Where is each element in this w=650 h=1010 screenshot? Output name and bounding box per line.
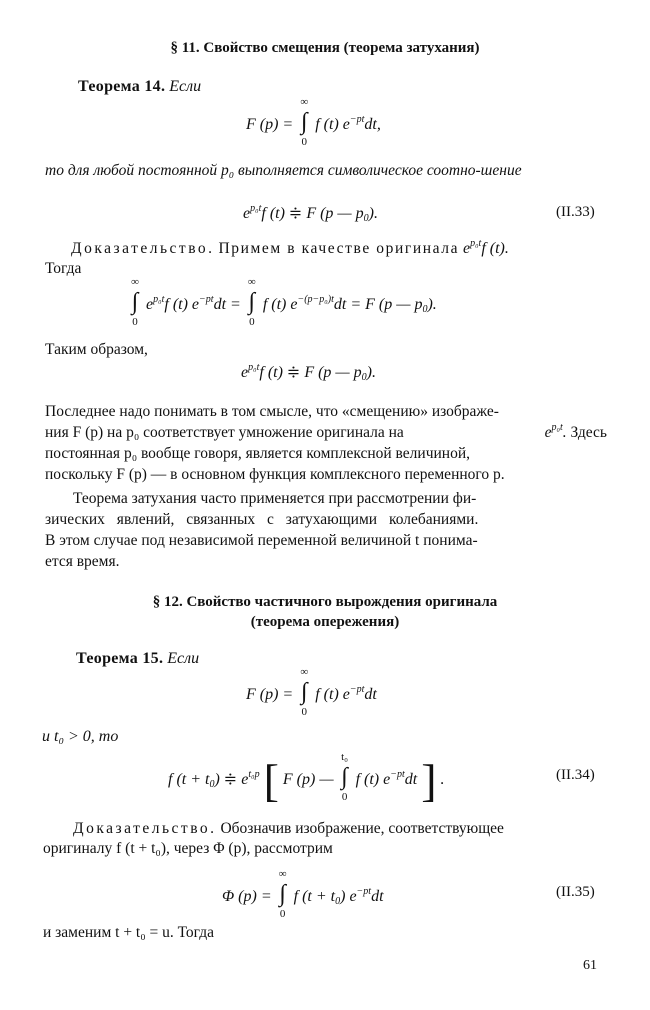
proof-14-equation: ∞ ∫ 0 $e^{p_0t}f$ (t) $e^{-pt}dt$ = ∞ ∫ 0 f (t) $e^{-(p-p_0)t}dt = F$ (p — $p_0$). <box>131 276 437 328</box>
then-word: Тогда <box>45 260 82 277</box>
section-12-heading-line1: § 12. Свойство частичного вырождения оригинала <box>152 594 498 610</box>
laplace-definition-eq: F (p) = ∞ ∫ 0 f (t) $e^{-pt}dt$, <box>246 96 381 148</box>
page-number: 61 <box>583 958 597 973</box>
shift-explanation-paragraph: Последнее надо понимать в том смысле, что «смещению» изображе- ния F (p) на p₀ соответствует умножение оригинала на $e^{p_0t}$. Здесь постоянная p₀ вообще говоря, является комплексной величиной, поскольку F (p) — в основном функция комплексного переменного p. <box>45 403 607 483</box>
theorem-15-condition: и t₀ > 0, то <box>42 728 119 745</box>
proof-15-line1: Доказательство. Обозначив изображение, соответствующее <box>73 820 504 837</box>
proof-14-intro: Доказательство. Примем в качестве оригинала $e^{p_0t}f$ (t). <box>71 238 509 257</box>
theorem-15-label: Теорема 15. Если <box>76 650 200 667</box>
damping-theorem-paragraph: Теорема затухания часто применяется при рассмотрении фи- зических явлений, связанных с затухающими колебаниями. В этом случае под независимой переменной величиной t понима- ется время. <box>45 490 479 570</box>
equation-II35: Φ (p) = ∞ ∫ 0 f $(t + t_0)$ $e^{-pt}dt$ <box>222 868 384 920</box>
theorem-14-condition: то для любой постоянной p₀ выполняется символическое соотно-шение <box>45 162 522 179</box>
section-12-heading-line2: (теорема опережения) <box>250 614 400 630</box>
section-11-heading: § 11. Свойство смещения (теорема затухания) <box>170 40 480 56</box>
equation-II33-number: (II.33) <box>556 204 595 220</box>
thus-text: Таким образом, <box>45 341 148 358</box>
equation-II35-number: (II.35) <box>556 884 595 900</box>
shift-result-eq: $e^{p_0t}f$ (t) ≑ F (p — $p_0$). <box>241 362 376 383</box>
proof-15-line2: оригиналу f (t + t₀), через Φ (p), рассмотрим <box>43 840 333 857</box>
equation-II34: f $(t + t_0)$ ≑ $e^{t_0p}$ [ F (p) — t₀ ∫ 0 f (t) $e^{-pt}dt$ ] . <box>168 751 445 806</box>
laplace-definition-eq-2: F (p) = ∞ ∫ 0 f (t) $e^{-pt}dt$ <box>246 666 377 718</box>
equation-II33: $e^{p_0t}f$ (t) ≑ F (p — $p_0$). <box>243 203 378 224</box>
substitution-text: и заменим t + t₀ = u. Тогда <box>43 924 215 941</box>
equation-II34-number: (II.34) <box>556 767 595 783</box>
theorem-14-label: Теорема 14. Если <box>78 78 202 95</box>
